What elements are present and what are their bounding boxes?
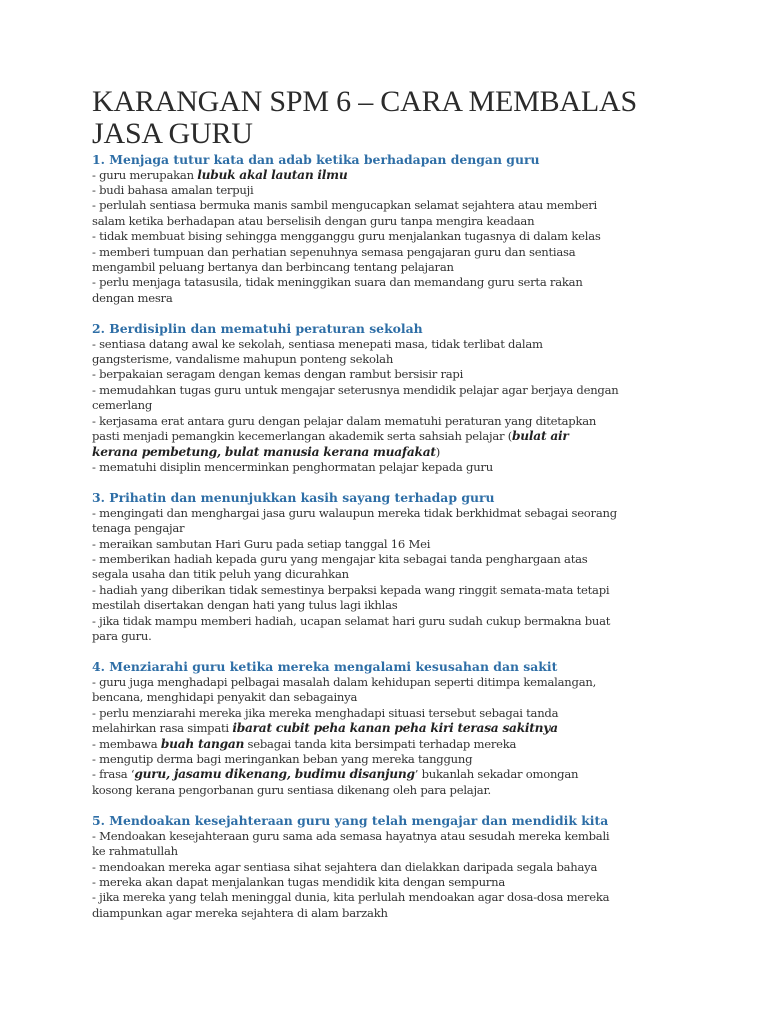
emphasized-phrase: kerana pembetung, bulat manusia kerana muafakat bbox=[92, 444, 436, 459]
body-line bbox=[92, 367, 682, 382]
line-text: - perlulah sentiasa bermuka manis sambil mengucapkan selamat sejahtera atau memberi bbox=[92, 198, 597, 213]
body-line bbox=[92, 767, 682, 782]
emphasized-phrase: lubuk akal lautan ilmu bbox=[197, 167, 348, 182]
body-line bbox=[92, 721, 682, 736]
line-text: mestilah disertakan dengan hati yang tulus lagi ikhlas bbox=[92, 598, 398, 613]
sections-container bbox=[92, 152, 682, 921]
line-text: - mengingati dan menghargai jasa guru walaupun mereka tidak berkhidmat sebagai seorang bbox=[92, 505, 617, 520]
line-text: tenaga pengajar bbox=[92, 521, 185, 536]
line-text: - memberikan hadiah kepada guru yang mengajar kita sebagai tanda penghargaan atas bbox=[92, 552, 588, 567]
body-line bbox=[92, 752, 682, 767]
body-line bbox=[92, 890, 682, 905]
body-line bbox=[92, 275, 682, 290]
body-line bbox=[92, 245, 682, 260]
emphasized-phrase: buah tangan bbox=[160, 736, 245, 751]
line-text: - mereka akan dapat menjalankan tugas mendidik kita dengan sempurna bbox=[92, 874, 505, 889]
line-text: ’ bukanlah sekadar omongan bbox=[414, 767, 579, 782]
body-line bbox=[92, 706, 682, 721]
body-line bbox=[92, 337, 682, 352]
body-line bbox=[92, 552, 682, 567]
line-text: pasti menjadi pemangkin kecemerlangan akademik serta sahsiah pelajar ( bbox=[92, 429, 513, 444]
emphasized-phrase: bulat air bbox=[512, 429, 569, 444]
section-heading: 5. Mendoakan kesejahteraan guru yang telah mengajar dan mendidik kita bbox=[92, 813, 609, 829]
section-heading: 2. Berdisiplin dan mematuhi peraturan sekolah bbox=[92, 321, 423, 337]
line-text: - jika mereka yang telah meninggal dunia, kita perlulah mendoakan agar dosa-dosa mereka bbox=[92, 890, 610, 905]
line-text: - membawa bbox=[92, 736, 161, 751]
line-text: - perlu menjaga tatasusila, tidak meninggikan suara dan memandang guru serta rakan bbox=[92, 275, 583, 290]
body-line bbox=[92, 460, 682, 475]
body-line bbox=[92, 198, 682, 213]
line-text: - mendoakan mereka agar sentiasa sihat sejahtera dan dielakkan daripada segala bahaya bbox=[92, 859, 598, 874]
section-heading: 3. Prihatin dan menunjukkan kasih sayang terhadap guru bbox=[92, 490, 495, 506]
title-line-2: JASA GURU bbox=[92, 117, 253, 150]
section-1 bbox=[92, 152, 682, 306]
body-line bbox=[92, 567, 682, 582]
line-text: - memudahkan tugas guru untuk mengajar seterusnya mendidik pelajar agar berjaya dengan bbox=[92, 382, 619, 397]
document-body bbox=[92, 86, 682, 936]
body-line bbox=[92, 860, 682, 875]
line-text: sebagai tanda kita bersimpati terhadap mereka bbox=[244, 736, 517, 751]
body-line bbox=[92, 844, 682, 859]
line-text: - Mendoakan kesejahteraan guru sama ada semasa hayatnya atau sesudah mereka kembali bbox=[92, 828, 610, 843]
line-text: mengambil peluang bertanya dan berbincang tentang pelajaran bbox=[92, 259, 454, 274]
line-text: - meraikan sambutan Hari Guru pada setiap tanggal 16 Mei bbox=[92, 536, 431, 551]
line-text: bencana, menghidapi penyakit dan sebagainya bbox=[92, 690, 358, 705]
body-line bbox=[92, 614, 682, 629]
page-title bbox=[92, 86, 682, 150]
emphasized-phrase: ibarat cubit peha kanan peha kiri terasa sakitnya bbox=[232, 721, 558, 736]
line-text: para guru. bbox=[92, 629, 152, 644]
section-heading: 1. Menjaga tutur kata dan adab ketika berhadapan dengan guru bbox=[92, 152, 540, 167]
line-text: ke rahmatullah bbox=[92, 844, 178, 859]
body-line bbox=[92, 829, 682, 844]
body-line bbox=[92, 737, 682, 752]
line-text: melahirkan rasa simpati bbox=[92, 721, 233, 736]
line-text: - memberi tumpuan dan perhatian sepenuhnya semasa pengajaran guru dan sentiasa bbox=[92, 244, 576, 259]
emphasized-phrase: guru, jasamu dikenang, budimu disanjung bbox=[134, 767, 415, 782]
section-5 bbox=[92, 813, 682, 921]
body-line bbox=[92, 537, 682, 552]
line-text: kosong kerana pengorbanan guru sentiasa dikenang oleh para pelajar. bbox=[92, 782, 491, 797]
body-line bbox=[92, 583, 682, 598]
body-line bbox=[92, 414, 682, 429]
body-line bbox=[92, 291, 682, 306]
line-text: - berpakaian seragam dengan kemas dengan rambut bersisir rapi bbox=[92, 367, 464, 382]
body-line bbox=[92, 183, 682, 198]
body-line bbox=[92, 352, 682, 367]
line-text: - mematuhi disiplin mencerminkan penghormatan pelajar kepada guru bbox=[92, 459, 493, 474]
line-text: - kerjasama erat antara guru dengan pelajar dalam mematuhi peraturan yang ditetapkan bbox=[92, 413, 597, 428]
section-4 bbox=[92, 659, 682, 798]
line-text: - mengutip derma bagi meringankan beban yang mereka tanggung bbox=[92, 752, 473, 766]
body-line bbox=[92, 398, 682, 413]
line-text: dengan mesra bbox=[92, 290, 173, 305]
section-2 bbox=[92, 321, 682, 475]
line-text: - sentiasa datang awal ke sekolah, sentiasa menepati masa, tidak terlibat dalam bbox=[92, 336, 543, 351]
body-line bbox=[92, 168, 682, 183]
line-text: - tidak membuat bising sehingga mengganggu guru menjalankan tugasnya di dalam kelas bbox=[92, 229, 601, 244]
body-line bbox=[92, 690, 682, 705]
line-text: - perlu menziarahi mereka jika mereka menghadapi situasi tersebut sebagai tanda bbox=[92, 705, 559, 720]
line-text: ) bbox=[435, 444, 441, 459]
body-line bbox=[92, 445, 682, 460]
body-line bbox=[92, 906, 682, 921]
section-3 bbox=[92, 490, 682, 644]
line-text: - hadiah yang diberikan tidak semestinya berpaksi kepada wang ringgit semata-mata tetapi bbox=[92, 582, 610, 597]
line-text: - guru merupakan bbox=[92, 167, 198, 182]
line-text: segala usaha dan titik peluh yang dicurahkan bbox=[92, 567, 349, 582]
line-text: salam ketika berhadapan atau berselisih dengan guru tanpa mengira keadaan bbox=[92, 213, 535, 228]
body-line bbox=[92, 506, 682, 521]
body-line bbox=[92, 875, 682, 890]
title-line-1: KARANGAN SPM 6 – CARA MEMBALAS bbox=[92, 85, 637, 118]
body-line bbox=[92, 383, 682, 398]
body-line bbox=[92, 214, 682, 229]
body-line bbox=[92, 598, 682, 613]
line-text: - budi bahasa amalan terpuji bbox=[92, 182, 254, 197]
line-text: cemerlang bbox=[92, 398, 153, 413]
body-line bbox=[92, 675, 682, 690]
line-text: diampunkan agar mereka sejahtera di alam barzakh bbox=[92, 905, 388, 920]
body-line bbox=[92, 260, 682, 275]
body-line bbox=[92, 629, 682, 644]
line-text: - jika tidak mampu memberi hadiah, ucapan selamat hari guru sudah cukup bermakna buat bbox=[92, 613, 611, 628]
line-text: - guru juga menghadapi pelbagai masalah dalam kehidupan seperti ditimpa kemalangan, bbox=[92, 674, 597, 689]
body-line bbox=[92, 783, 682, 798]
section-heading: 4. Menziarahi guru ketika mereka mengalami kesusahan dan sakit bbox=[92, 659, 558, 675]
line-text: - frasa ‘ bbox=[92, 767, 135, 782]
body-line bbox=[92, 229, 682, 244]
body-line bbox=[92, 521, 682, 536]
line-text: gangsterisme, vandalisme mahupun ponteng sekolah bbox=[92, 352, 394, 367]
body-line bbox=[92, 429, 682, 444]
